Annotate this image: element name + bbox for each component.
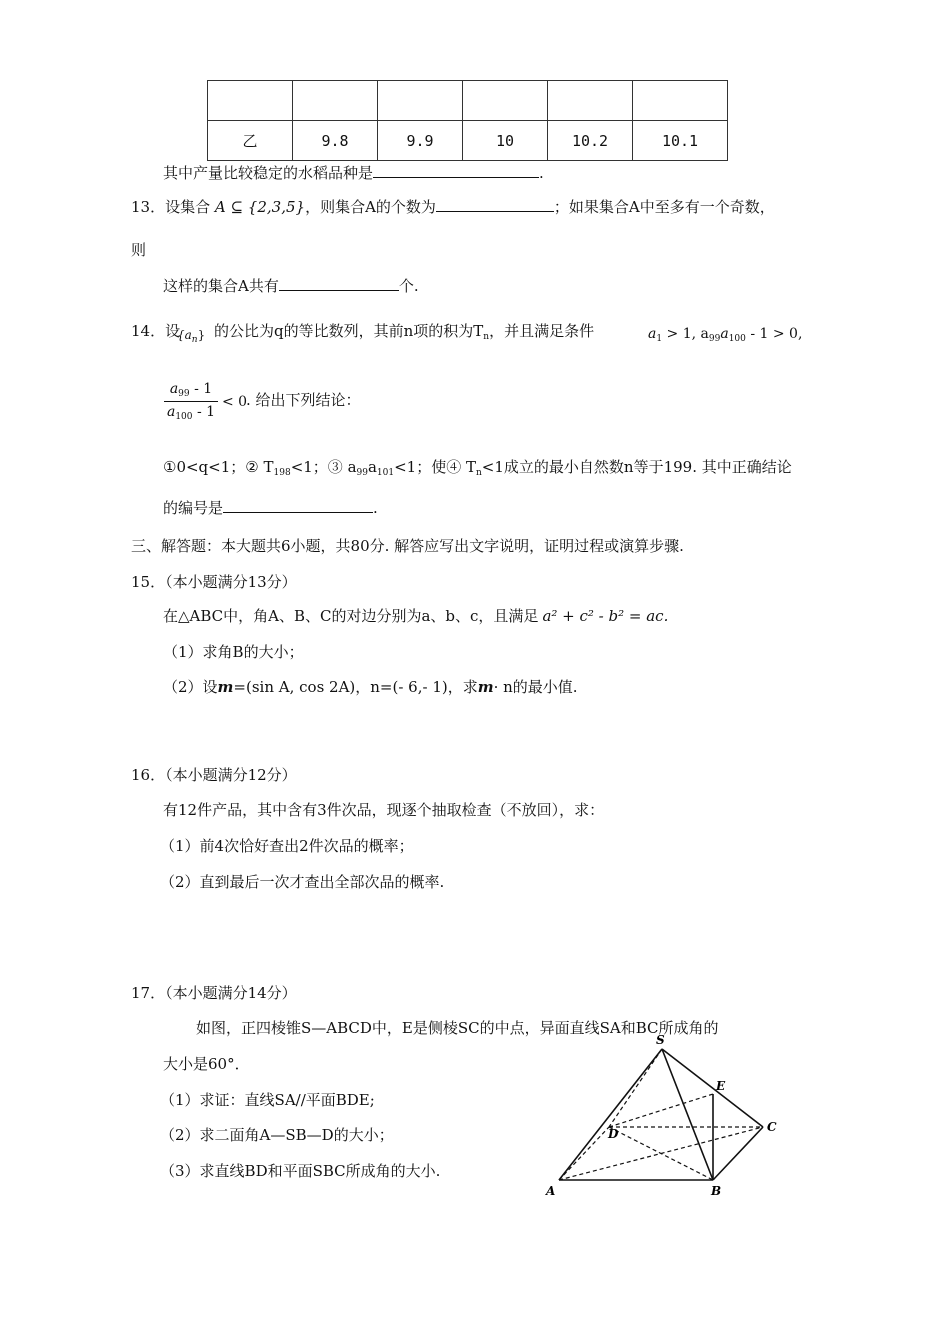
q17-part3: （3）求直线BD和平面SBC所成角的大小. [160,1162,441,1180]
q15-text: · n的最小值. [493,678,578,696]
q14-text: <1；③ a [290,458,357,476]
answer-blank [279,276,399,291]
pyramid-figure [538,1032,788,1204]
q17-part1: （1）求证：直线SA//平面BDE; [160,1091,375,1109]
frac-a: a [169,381,179,397]
q15-text: （2）设 [163,678,218,696]
frac-a: a [166,404,176,420]
q14-line4 [163,497,378,518]
q14-sub: n [476,468,482,478]
q16-part2: （2）直到最后一次才查出全部次品的概率. [160,873,445,891]
q14-sequence [177,328,205,345]
fraction-bar [164,401,218,402]
q16-title: 16．（本小题满分12分） [131,766,297,784]
edge-AC [559,1127,763,1180]
cond-sub: 99 [708,334,721,344]
edge-SA [559,1049,662,1180]
q14-text: a [367,458,377,476]
q13-line2: 则 [131,241,147,259]
q15-stem [163,605,668,626]
cond-a: a [648,326,657,342]
answer-blank [373,163,539,178]
label-B: B [711,1184,722,1198]
section-3-heading: 三、解答题：本大题共6小题，共80分. 解答应写出文字说明，证明过程或演算步骤. [131,537,684,555]
q15-title: 15．（本小题满分13分） [131,573,297,591]
q12-line [163,162,544,183]
q14-text: <1；使④ T [394,458,476,476]
fraction-numerator [164,381,218,399]
q14-line1 [131,320,180,341]
seq-symbol: {a [177,328,192,342]
q14-sub: 198 [273,468,291,478]
q13-set-expression: A ⊆ {2,3,5} [214,198,306,216]
fraction-lt: < 0 [222,394,248,410]
fraction-denominator [164,404,218,422]
table-cell: 10.2 [548,121,633,161]
q12-end: . [539,164,544,182]
frac-tail: - 1 [189,381,213,397]
frac-sub: 100 [175,412,193,422]
q13-text-d: 这样的集合A共有 [163,277,279,295]
tn-subscript: n [483,332,490,342]
q14-line1-rest [214,320,594,342]
cond-sub: 1 [656,334,663,344]
label-E: E [716,1079,726,1093]
answer-blank [436,197,554,212]
q14-label: 14．设 [131,322,181,340]
table-row [208,81,728,121]
q15-text: =(sin A, cos 2A)，n=(- 6,- 1)，求 [233,678,478,696]
q14-sub: 101 [376,468,395,478]
cond-sub: 100 [728,334,746,344]
q14-text-b: 的公比为q的等比数列，其前n项的积为T [214,322,484,340]
seq-subscript: n [191,335,198,345]
q17-part2: （2）求二面角A—SB—D的大小； [160,1126,394,1144]
q14-text: 的编号是 [163,499,224,517]
table-cell: 乙 [208,121,293,161]
table-cell [208,81,293,121]
q13-line1 [131,196,775,217]
table-cell: 9.9 [378,121,463,161]
q14-line3 [163,456,792,478]
q13-label: 13．设集合 [131,198,211,216]
seq-close: } [197,328,206,342]
table-cell: 9.8 [293,121,378,161]
q14-fraction [164,381,218,422]
q15-part1: （1）求角B的大小； [163,643,304,661]
q16-stem: 有12件产品，其中含有3件次品，现逐个抽取检查（不放回），求： [163,801,605,819]
q15-equation: a² + c² - b² = ac. [542,607,669,625]
frac-tail: - 1 [192,404,216,420]
q14-sub: 99 [356,468,368,478]
rice-yield-table [207,80,728,161]
q13-line3 [163,275,419,296]
table-cell [378,81,463,121]
table-cell: 10 [463,121,548,161]
table-cell [463,81,548,121]
q14-text: <1成立的最小自然数n等于199. 其中正确结论 [481,458,792,476]
q13-text-b: ，则集合A的个数为 [305,198,436,216]
q16-part1: （1）前4次恰好查出2件次品的概率； [160,837,414,855]
label-D: D [608,1127,619,1141]
frac-sub: 99 [178,389,190,399]
q17-stem1: 如图，正四棱锥S—ABCD中，E是侧棱SC的中点，异面直线SA和BC所成角的 [196,1019,719,1037]
table-cell: 10.1 [633,121,728,161]
cond-text: > 1, a [662,326,709,342]
edge-DE [609,1094,713,1127]
cond-a: a [720,326,729,342]
q17-title: 17．（本小题满分14分） [131,984,297,1002]
label-A: A [546,1184,556,1198]
vector-m: m [477,678,494,696]
label-C: C [767,1120,777,1134]
q14-line2: . 给出下列结论： [246,391,361,409]
q14-text: ①0<q<1；② T [163,458,274,476]
edge-AD [559,1127,609,1180]
q13-text-c: ；如果集合A中至多有一个奇数， [553,198,775,216]
q15-part2 [163,676,578,697]
cond-text: - 1 > 0, [745,326,803,342]
label-S: S [656,1033,665,1047]
edge-SD [609,1049,662,1127]
q14-conditions [648,326,802,344]
q12-text: 其中产量比较稳定的水稻品种是 [163,164,374,182]
table-cell [293,81,378,121]
table-cell [548,81,633,121]
q17-stem2: 大小是60°． [163,1055,250,1073]
q15-stem-text: 在△ABC中，角A、B、C的对边分别为a、b、c，且满足 [163,607,539,625]
table-row [208,121,728,161]
q14-text: . [373,499,378,517]
vector-m: m [217,678,234,696]
table-cell [633,81,728,121]
edge-BC [713,1127,763,1180]
q13-text-e: 个. [398,277,419,295]
q14-text-c: ，并且满足条件 [489,322,595,340]
answer-blank [223,498,373,513]
